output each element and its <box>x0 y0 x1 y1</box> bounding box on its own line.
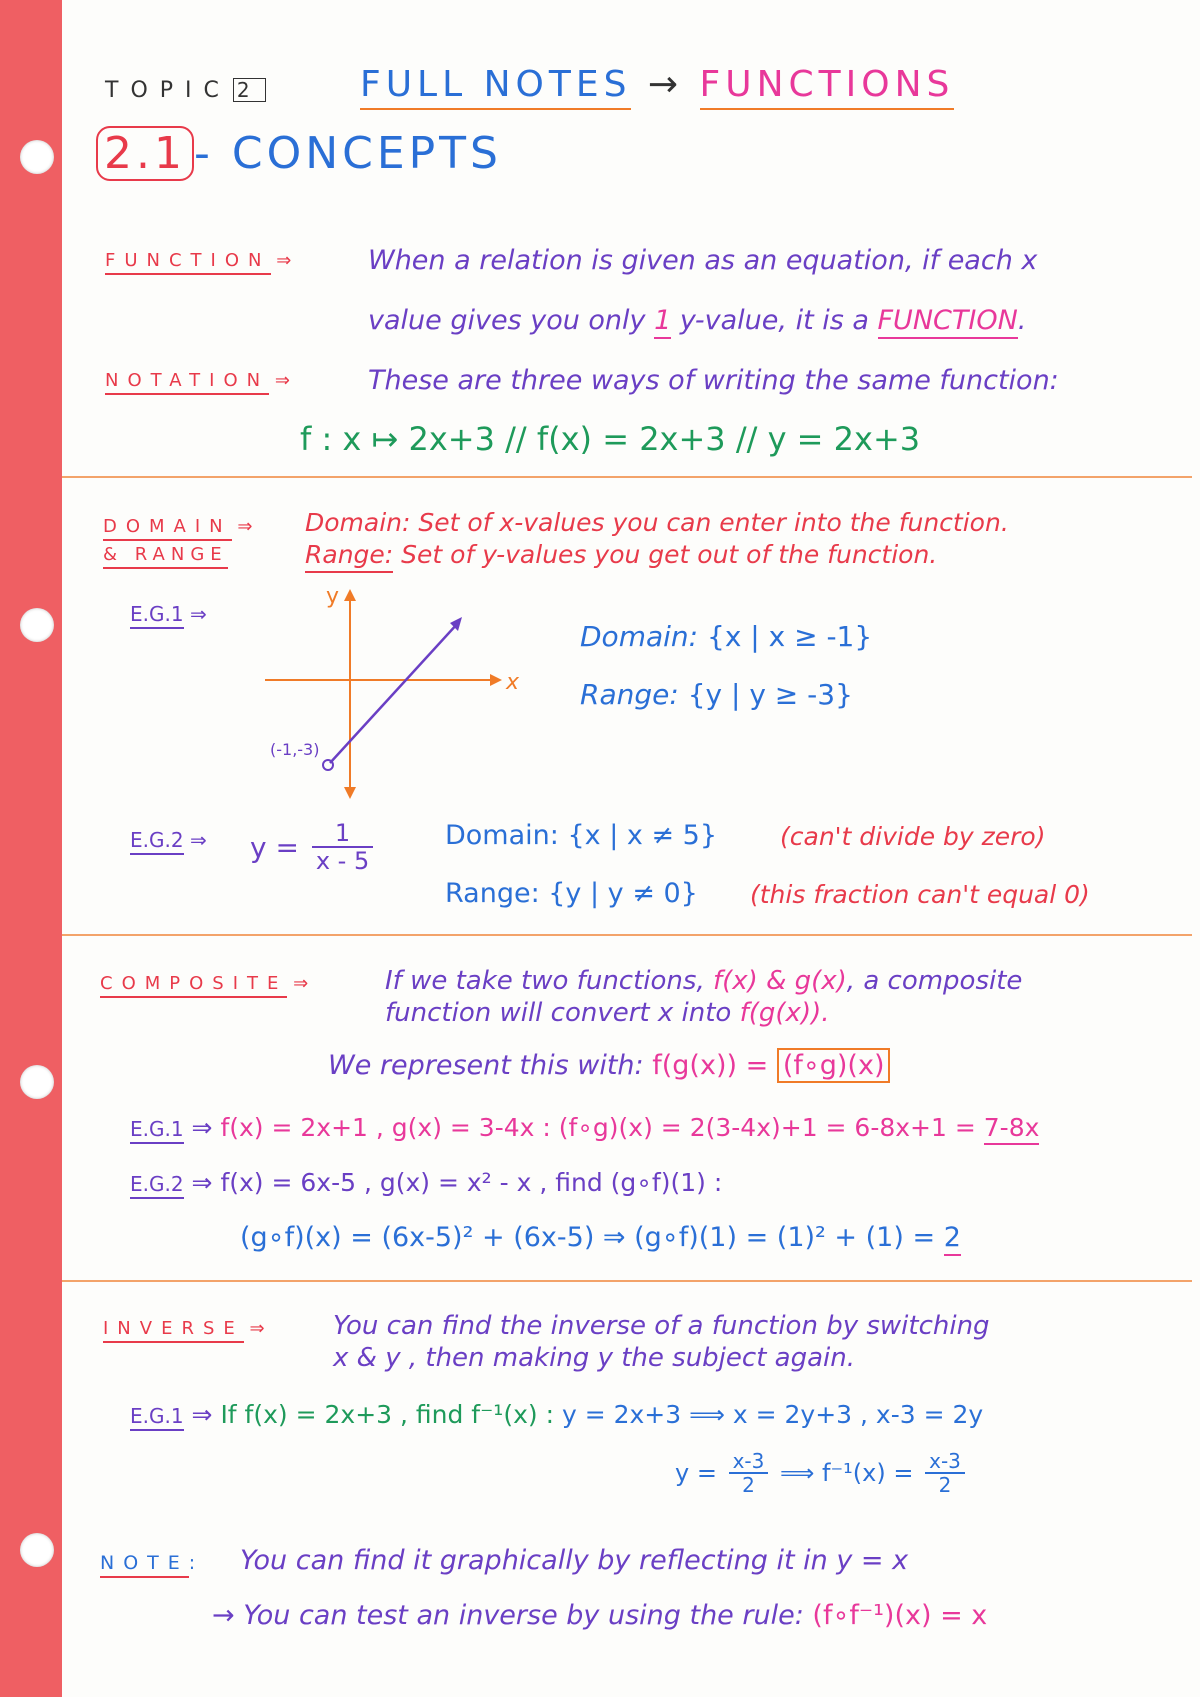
punch-hole <box>20 1065 54 1099</box>
punch-hole <box>20 140 54 174</box>
eg1-range: Range: {y | y ≥ -3} <box>580 678 853 711</box>
section-divider <box>62 934 1192 936</box>
section-number: 2.1 <box>96 126 194 181</box>
x-axis-label: x <box>506 670 520 695</box>
domain-definition: Domain: Set of x-values you can enter into the function. <box>305 508 1009 537</box>
title-part1: FULL NOTES <box>360 64 631 110</box>
notation-term: NOTATION ⇒ <box>105 370 290 391</box>
section-heading <box>96 126 502 181</box>
inverse-eg1-result: y = $\frac{x-3}{2}$ ⟹ f⁻¹(x) = $\frac{x-3}{2}$ <box>675 1450 969 1496</box>
section-divider <box>62 1280 1192 1282</box>
notation-formula: f : x ↦ 2x+3 // f(x) = 2x+3 // y = 2x+3 <box>300 420 921 458</box>
composite-eg2-work: (g∘f)(x) = (6x-5)² + (6x-5) ⇒ (g∘f)(1) = (1)² + (1) = 2 <box>240 1222 961 1253</box>
composite-boxed-notation: (f∘g)(x) <box>777 1048 891 1083</box>
inverse-term: INVERSE ⇒ <box>103 1318 265 1339</box>
y-axis-label: y <box>326 585 340 609</box>
function-term: FUNCTION ⇒ <box>105 250 291 271</box>
inverse-line2: x & y , then making y the subject again. <box>333 1343 855 1373</box>
inverse-line1: You can find the inverse of a function by switching <box>333 1311 990 1341</box>
composite-eg1-answer: 7-8x <box>984 1113 1040 1145</box>
arrow-icon: ⇒ <box>293 973 309 994</box>
arrow-icon: ⇒ <box>274 370 290 391</box>
domain-range-term: DOMAIN ⇒ & RANGE <box>103 513 252 569</box>
page-title <box>360 64 954 105</box>
punch-hole <box>20 1533 54 1567</box>
eg2-domain-note: (can't divide by zero) <box>780 822 1046 851</box>
topic-label: TOPIC 2 <box>105 78 266 103</box>
composite-line2: function will convert x into f(g(x)). <box>385 998 830 1028</box>
eg2-label: E.G.2 ⇒ <box>130 828 207 852</box>
title-arrow: → <box>647 64 684 105</box>
topic-number: 2 <box>233 78 266 102</box>
margin-strip <box>0 0 62 1697</box>
section-divider <box>62 476 1192 478</box>
y-axis-arrow-down <box>344 787 356 799</box>
eg1-domain: Domain: {x | x ≥ -1} <box>580 620 873 653</box>
note-line2: → You can test an inverse by using the rule: (f∘f⁻¹)(x) = x <box>212 1600 988 1631</box>
title-part2: FUNCTIONS <box>700 64 955 110</box>
function-line1: When a relation is given as an equation, if each x <box>368 245 1038 276</box>
arrow-icon: ⇒ <box>249 1318 265 1339</box>
x-axis-arrow <box>490 674 502 686</box>
domain-graph <box>240 585 540 805</box>
composite-term: COMPOSITE ⇒ <box>100 973 308 994</box>
composite-representation: We represent this with: f(g(x)) = (f∘g)(x) <box>328 1050 890 1081</box>
start-point <box>323 760 333 770</box>
function-line2: value gives you only 1 y-value, it is a FUNCTION. <box>368 305 1026 336</box>
arrow-icon: ⇒ <box>276 250 292 271</box>
y-axis-arrow <box>344 589 356 601</box>
eg2-equation: y = $\frac{1}{x - 5}$ <box>250 820 377 875</box>
inverse-eg1: E.G.1 ⇒ If f(x) = 2x+3 , find f⁻¹(x) : y = 2x+3 ⟹ x = 2y+3 , x-3 = 2y <box>130 1400 984 1429</box>
arrow-icon: ⇒ <box>237 516 253 537</box>
composite-line1: If we take two functions, f(x) & g(x), a composite <box>385 966 1023 996</box>
eg2-range: Range: {y | y ≠ 0} <box>445 878 698 909</box>
eg2-range-note: (this fraction can't equal 0) <box>750 880 1090 909</box>
section-title: - CONCEPTS <box>193 128 502 179</box>
composite-eg2: E.G.2 ⇒ f(x) = 6x-5 , g(x) = x² - x , find (g∘f)(1) : <box>130 1168 723 1197</box>
note-line1: You can find it graphically by reflecting it in y = x <box>240 1545 909 1576</box>
range-definition: Range: Set of y-values you get out of the function. <box>305 540 937 569</box>
punch-hole <box>20 608 54 642</box>
notation-text: These are three ways of writing the same function: <box>368 365 1059 396</box>
composite-eg2-answer: 2 <box>944 1222 961 1256</box>
note-term: NOTE: <box>100 1552 195 1574</box>
eg1-label: E.G.1 ⇒ <box>130 602 207 626</box>
composite-eg1: E.G.1 ⇒ f(x) = 2x+1 , g(x) = 3-4x : (f∘g)(x) = 2(3-4x)+1 = 6-8x+1 = 7-8x <box>130 1113 1039 1142</box>
eg2-domain: Domain: {x | x ≠ 5} <box>445 820 717 851</box>
point-label: (-1,-3) <box>270 740 320 759</box>
